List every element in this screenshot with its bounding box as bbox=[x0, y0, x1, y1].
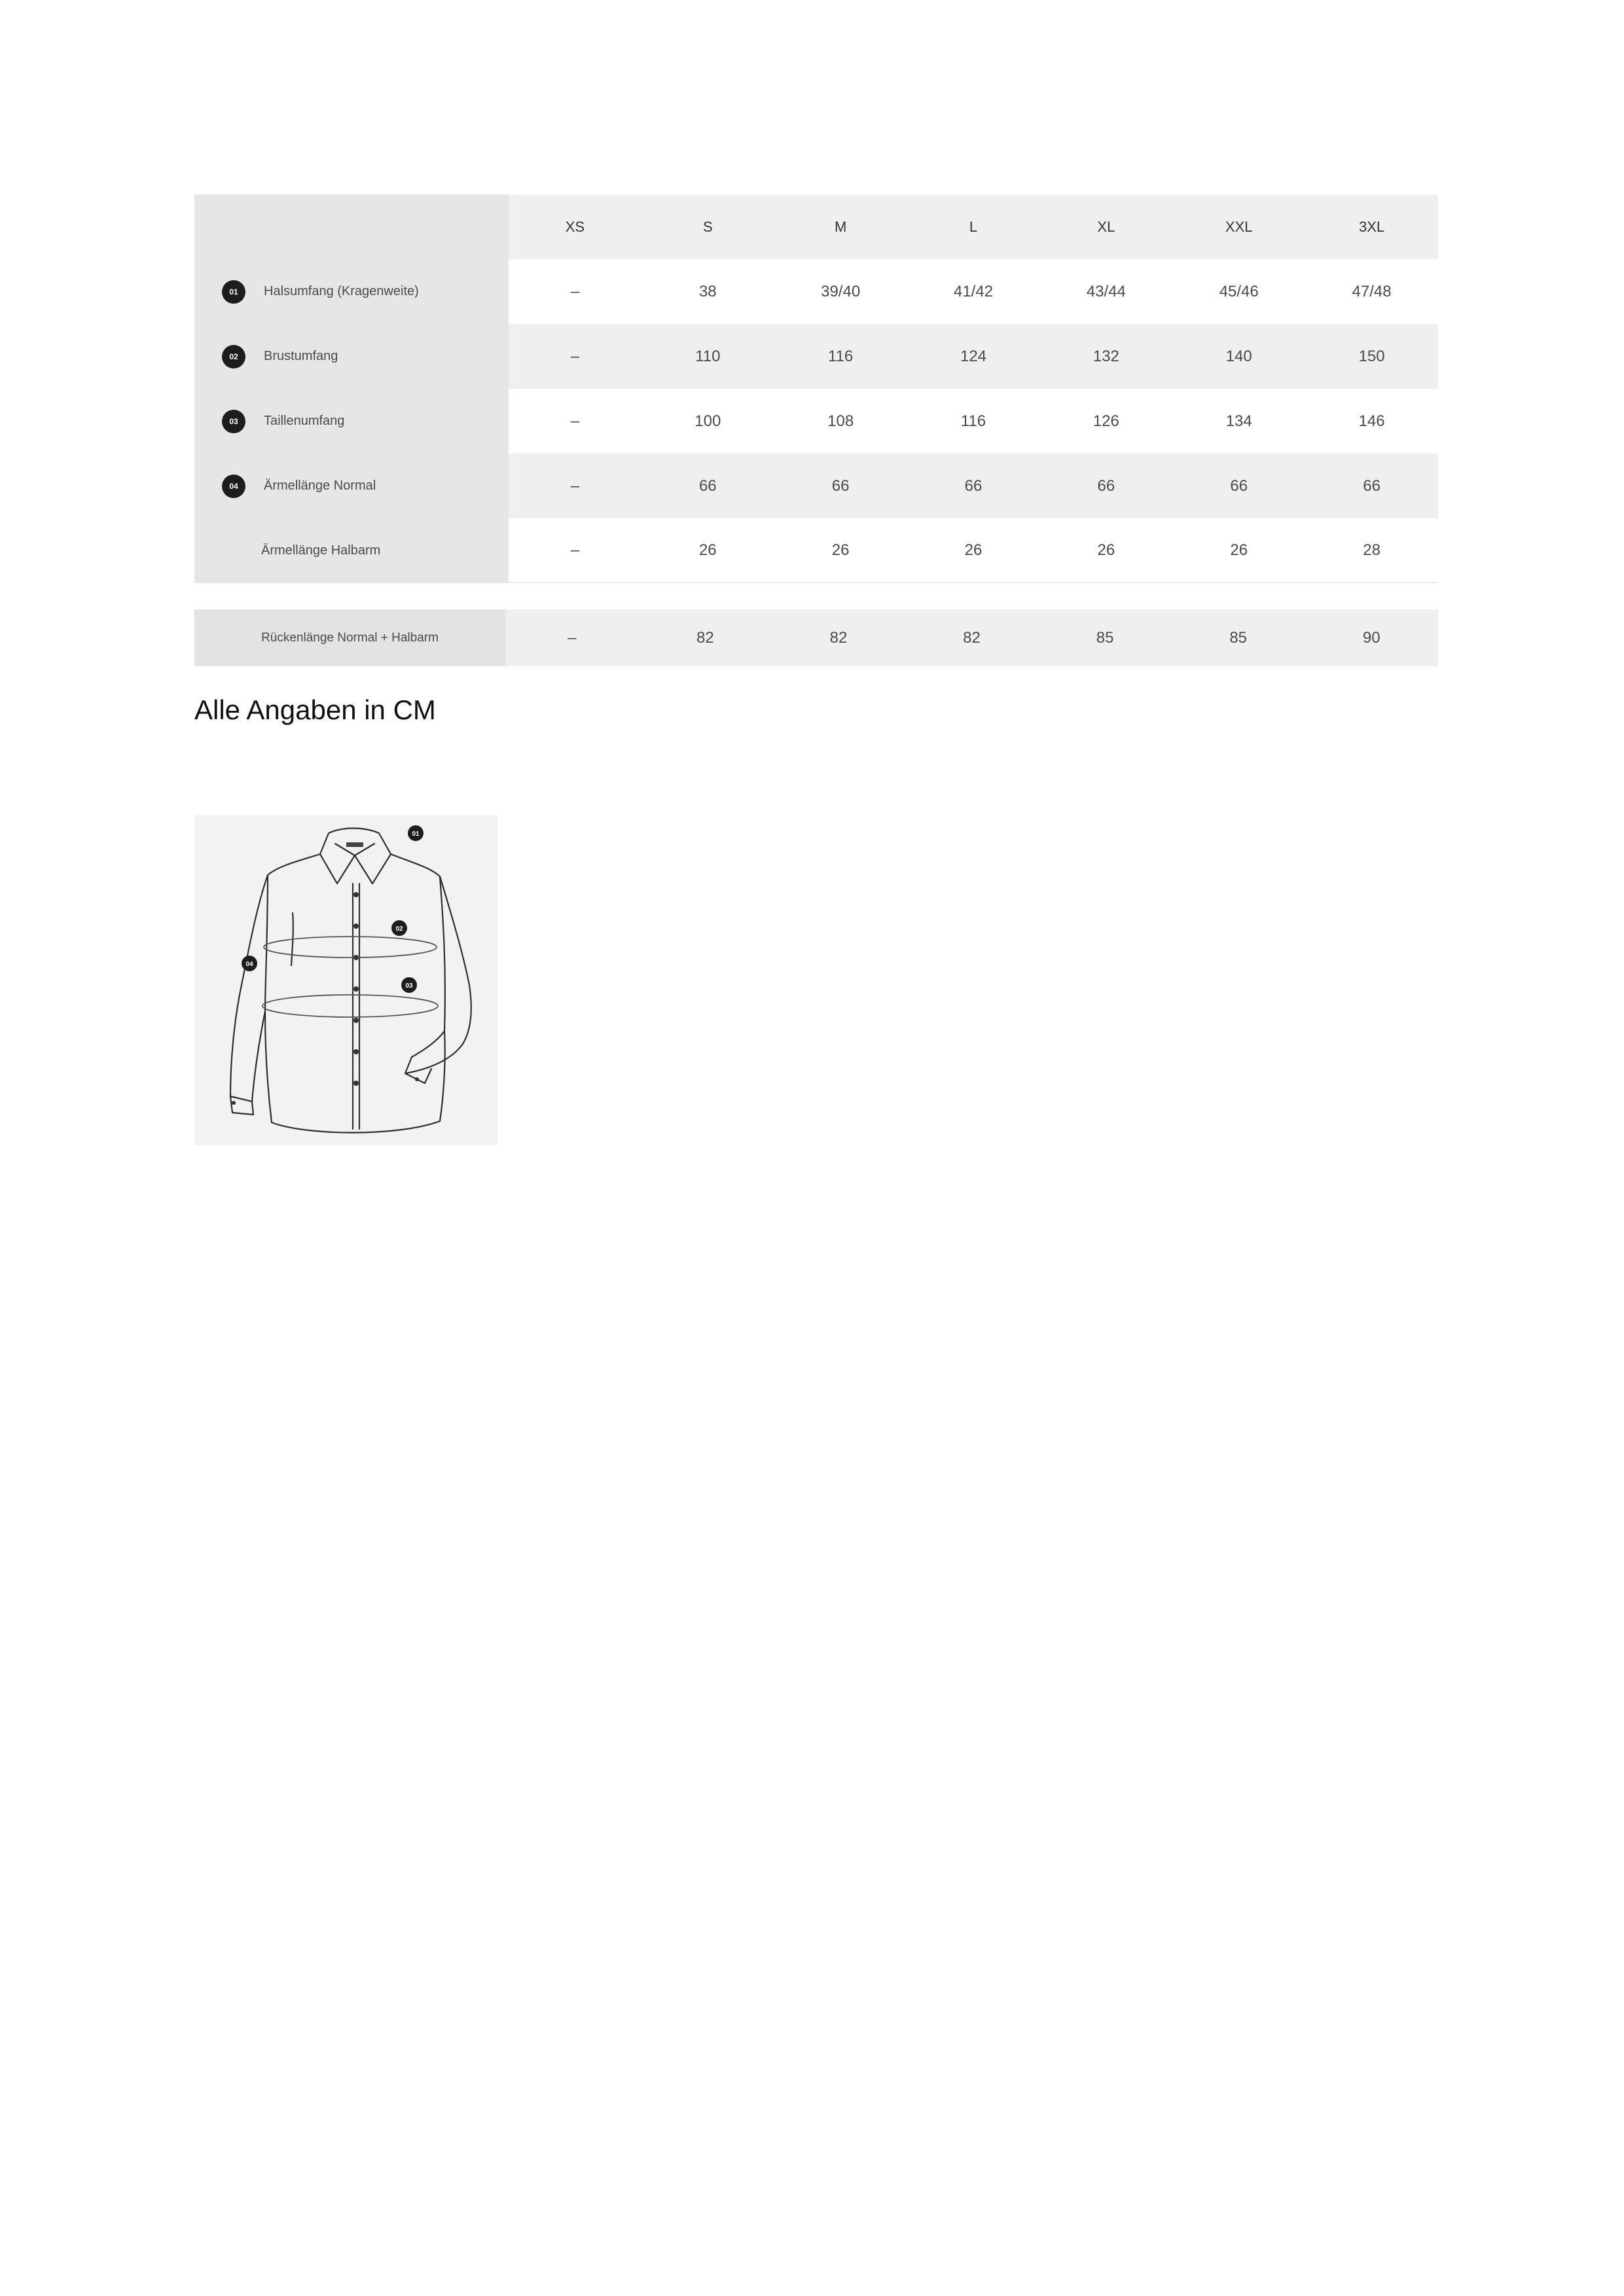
table-cell: 116 bbox=[960, 412, 986, 430]
table-cell: 132 bbox=[1092, 347, 1119, 365]
table-row bbox=[194, 389, 1438, 454]
header-blank-cell bbox=[194, 194, 509, 259]
table-cell: 124 bbox=[960, 347, 987, 365]
row-label: Ärmellänge Normal bbox=[264, 478, 376, 493]
badge-text: 01 bbox=[412, 831, 420, 838]
table-cell: 66 bbox=[964, 476, 983, 495]
row-label: Taillenumfang bbox=[264, 414, 345, 428]
table-cell: 116 bbox=[828, 347, 854, 365]
table-cell: 100 bbox=[695, 412, 721, 430]
table-cell: 26 bbox=[1230, 541, 1248, 559]
table-header-row bbox=[194, 194, 1438, 259]
size-header: XS bbox=[565, 218, 585, 235]
table-cell: – bbox=[568, 628, 577, 647]
table-cell: 26 bbox=[1097, 541, 1115, 559]
table-cell: 66 bbox=[1230, 476, 1248, 495]
table-cell: 90 bbox=[1362, 628, 1380, 647]
size-header: 3XL bbox=[1359, 218, 1385, 235]
size-header: XL bbox=[1097, 218, 1115, 235]
table-cell: 45/46 bbox=[1219, 282, 1259, 300]
size-table bbox=[194, 194, 1438, 583]
row-label: Rückenlänge Normal + Halbarm bbox=[194, 609, 505, 666]
shirt-illustration bbox=[194, 815, 497, 1145]
table-cell: 41/42 bbox=[953, 282, 994, 300]
row-label: Halsumfang (Kragenweite) bbox=[264, 284, 419, 298]
size-header: S bbox=[702, 218, 713, 235]
table-cell: 82 bbox=[696, 628, 714, 647]
units-note: Alle Angaben in CM bbox=[194, 694, 436, 725]
table-cell: 66 bbox=[698, 476, 717, 495]
shirt-drawing bbox=[194, 815, 497, 1145]
badge-text: 02 bbox=[395, 925, 403, 933]
back-length-row bbox=[194, 609, 1438, 666]
table-row bbox=[194, 454, 1438, 518]
table-cell: – bbox=[570, 347, 580, 365]
table-cell: 110 bbox=[695, 347, 721, 365]
row-label: Brustumfang bbox=[264, 349, 338, 363]
table-cell: 47/48 bbox=[1352, 282, 1392, 300]
table-row bbox=[194, 324, 1438, 389]
table-cell: 85 bbox=[1229, 628, 1248, 647]
table-row bbox=[194, 259, 1438, 324]
table-cell: 85 bbox=[1096, 628, 1114, 647]
table-cell: – bbox=[570, 476, 580, 495]
measurement-badge: 01 bbox=[222, 280, 245, 304]
table-cell: 28 bbox=[1363, 541, 1380, 559]
table-cell: 66 bbox=[1097, 476, 1115, 495]
table-cell: 66 bbox=[1363, 476, 1380, 495]
table-cell: 108 bbox=[827, 412, 854, 430]
table-cell: 38 bbox=[698, 282, 717, 300]
table-cell: 26 bbox=[831, 541, 850, 559]
table-cell: 126 bbox=[1092, 412, 1119, 430]
size-header: XXL bbox=[1225, 218, 1253, 235]
table-cell: 66 bbox=[831, 476, 850, 495]
table-cell: 146 bbox=[1358, 412, 1385, 430]
measurement-badge: 03 bbox=[222, 410, 245, 433]
measurement-badge: 02 bbox=[222, 345, 245, 368]
table-cell: – bbox=[570, 541, 580, 559]
table-cell: 43/44 bbox=[1086, 282, 1126, 300]
measurement-badge: 04 bbox=[222, 475, 245, 498]
table-row bbox=[194, 518, 1438, 583]
table-cell: 150 bbox=[1358, 347, 1385, 365]
table-cell: 140 bbox=[1225, 347, 1252, 365]
table-cell: 134 bbox=[1225, 412, 1252, 430]
table-cell: 39/40 bbox=[821, 282, 861, 300]
badge-text: 04 bbox=[245, 961, 253, 968]
table-cell: 82 bbox=[963, 628, 981, 647]
table-cell: – bbox=[570, 282, 580, 300]
table-cell: 26 bbox=[698, 541, 717, 559]
table-cell: – bbox=[570, 412, 580, 430]
table-cell: 82 bbox=[829, 628, 848, 647]
badge-text: 03 bbox=[405, 982, 413, 990]
row-label: Ärmellänge Halbarm bbox=[261, 543, 381, 558]
size-header: M bbox=[834, 218, 847, 235]
table-cell: 26 bbox=[964, 541, 983, 559]
size-header: L bbox=[969, 218, 978, 235]
